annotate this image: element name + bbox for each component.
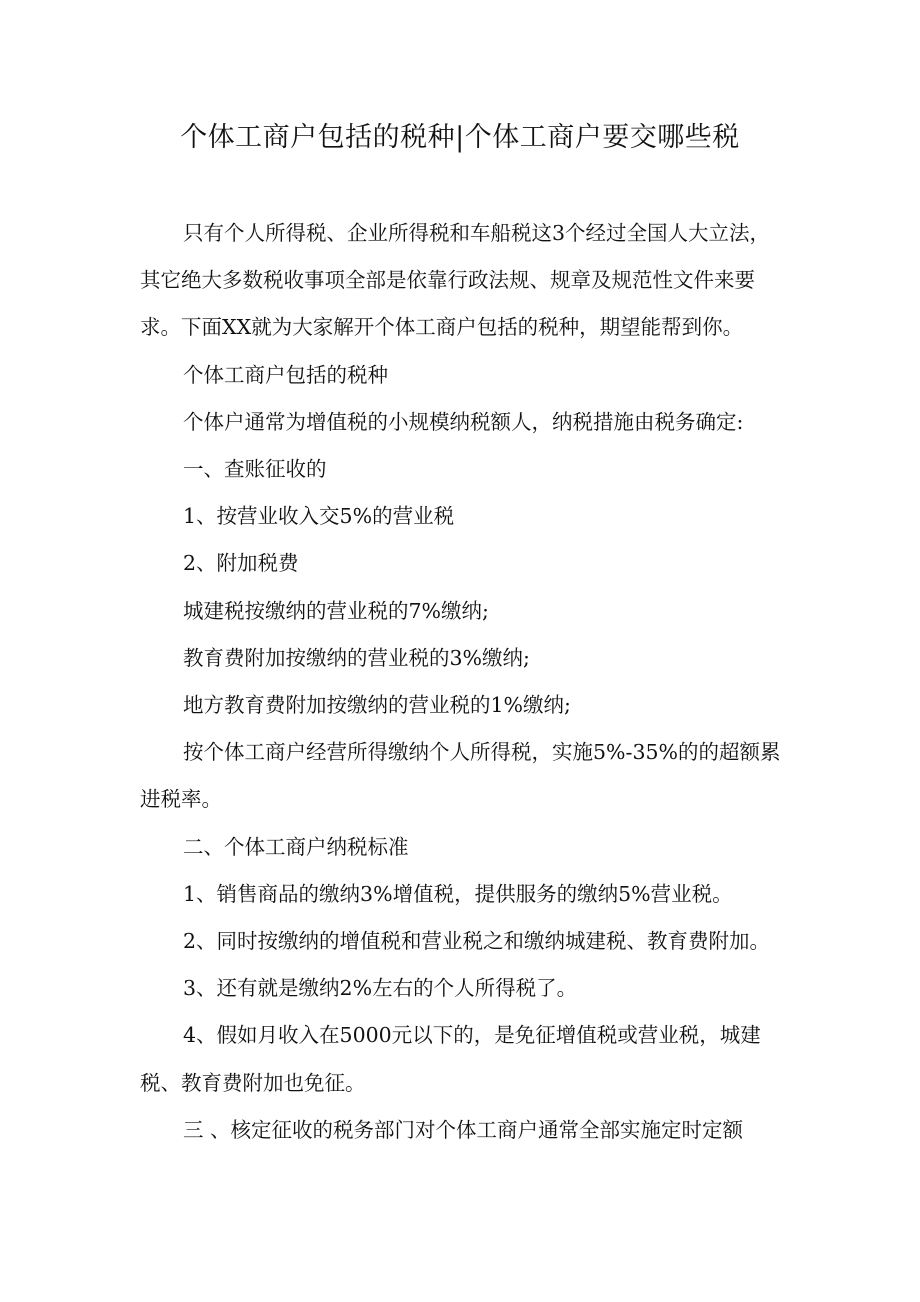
list-item-2-3: 3、还有就是缴纳2%左右的个人所得税了。: [183, 976, 578, 1001]
list-item-2-1: 1、销售商品的缴纳3%增值税，提供服务的缴纳5%营业税。: [183, 881, 733, 906]
list-item-2-4: 4、假如月收入在5000元以下的，是免征增值税或营业税，城建税、教育费附加也免征。: [140, 1023, 761, 1095]
paragraph-heading-tax-types: 个体工商户包括的税种: [183, 362, 388, 387]
paragraph-education-fee: 教育费附加按缴纳的营业税的3%缴纳;: [183, 645, 530, 670]
list-item-1-1: 1、按营业收入交5%的营业税: [183, 504, 455, 529]
document-body: [140, 210, 790, 1154]
paragraph-taxpayer-note: 个体户通常为增值税的小规模纳税额人，纳税措施由税务确定:: [183, 409, 744, 434]
section-heading-1: 一、查账征收的: [183, 457, 327, 482]
section-heading-2: 二、个体工商户纳税标准: [183, 834, 409, 859]
paragraph-local-education-fee: 地方教育费附加按缴纳的营业税的1%缴纳;: [183, 693, 571, 718]
paragraph-income-tax: 按个体工商户经营所得缴纳个人所得税，实施5%-35%的的超额累进税率。: [140, 740, 781, 812]
document-title: 个体工商户包括的税种|个体工商户要交哪些税: [180, 122, 740, 153]
paragraph-intro: 只有个人所得税、企业所得税和车船税这3个经过全国人大立法，其它绝大多数税收事项全部是依靠行政法规、规章及规范性文件来要求。下面XX就为大家解开个体工商户包括的税种，期望能帮到你。: [140, 221, 771, 340]
paragraph-city-tax: 城建税按缴纳的营业税的7%缴纳;: [183, 598, 489, 623]
section-heading-3: 三 、核定征收的税务部门对个体工商户通常全部实施定时定额: [183, 1117, 744, 1142]
list-item-1-2: 2、附加税费: [183, 551, 299, 576]
list-item-2-2: 2、同时按缴纳的增值税和营业税之和缴纳城建税、教育费附加。: [183, 929, 771, 954]
